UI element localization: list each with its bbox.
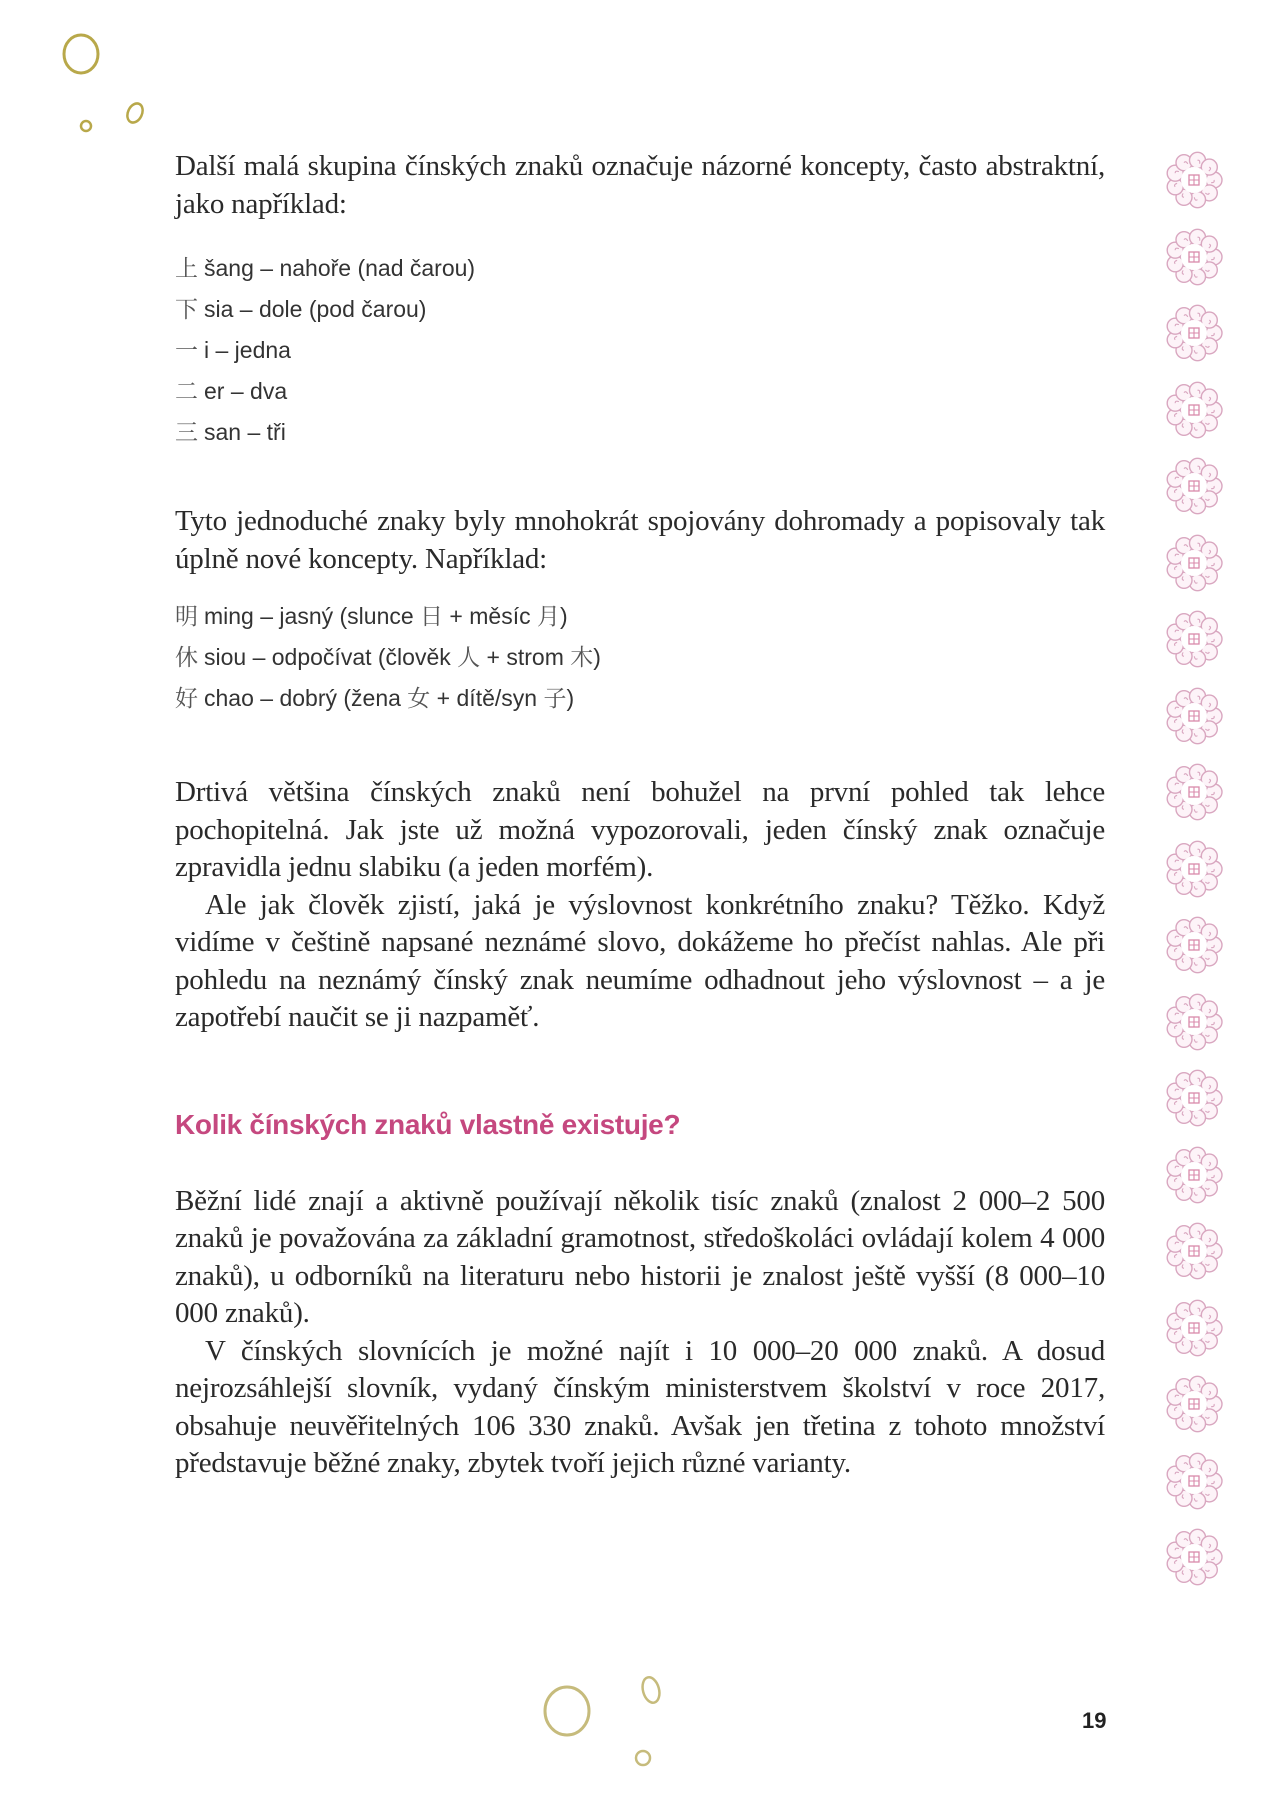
cloud-ornament-icon bbox=[1162, 1449, 1226, 1513]
cloud-ornament-icon bbox=[1162, 378, 1226, 442]
example-item bbox=[175, 371, 1105, 412]
example-text: + strom bbox=[480, 644, 571, 670]
cloud-ornament-icon bbox=[1162, 1296, 1226, 1360]
cloud-ornament-icon bbox=[1162, 1372, 1226, 1436]
example-list-compound bbox=[175, 596, 1105, 719]
cloud-ornament-icon bbox=[1162, 1143, 1226, 1207]
cloud-ornament-icon bbox=[1162, 1525, 1226, 1589]
paragraph-character-count-2: V čínských slovnících je možné najít i 10 000–20 000 znaků. A dosud nejrozsáhlejší slovník, vydaný čínským ministerstvem školství v roce 2017, obsahuje neuvěřitelných 106 330 znaků. Avšak jen třetina z tohoto množství představuje běžné znaky, zbytek tvoří jejich různé varianty. bbox=[175, 1334, 1105, 1479]
cloud-ornament-icon bbox=[1162, 148, 1226, 212]
example-text: er – dva bbox=[204, 378, 288, 404]
example-item bbox=[175, 596, 1105, 637]
example-item bbox=[175, 289, 1105, 330]
circle-oval-icon bbox=[124, 101, 145, 125]
hanzi-component: 子 bbox=[543, 686, 567, 712]
example-item bbox=[175, 678, 1105, 719]
example-text: ) bbox=[560, 603, 568, 629]
example-text: san – tři bbox=[204, 419, 286, 445]
circle-large-icon bbox=[64, 35, 98, 73]
hanzi-char: 下 bbox=[175, 297, 198, 323]
hanzi-char: 休 bbox=[175, 645, 198, 671]
circle-large-icon bbox=[545, 1687, 589, 1735]
cloud-ornament-icon bbox=[1162, 684, 1226, 748]
hanzi-char: 上 bbox=[175, 256, 198, 282]
hanzi-component: 人 bbox=[457, 645, 481, 671]
example-text: ) bbox=[566, 685, 575, 711]
cloud-ornament-icon bbox=[1162, 990, 1226, 1054]
decorative-circles-top bbox=[55, 30, 165, 140]
cloud-ornament-icon bbox=[1162, 913, 1226, 977]
example-text: šang – nahoře (nad čarou) bbox=[204, 255, 476, 281]
cloud-ornament-icon bbox=[1162, 837, 1226, 901]
example-item bbox=[175, 248, 1105, 289]
circle-oval-icon bbox=[640, 1675, 662, 1704]
hanzi-component: 女 bbox=[407, 686, 431, 712]
hanzi-component: 日 bbox=[420, 604, 444, 630]
example-item bbox=[175, 412, 1105, 453]
example-item bbox=[175, 330, 1105, 371]
hanzi-component: 月 bbox=[537, 604, 560, 630]
cloud-ornament-icon bbox=[1162, 454, 1226, 518]
cloud-ornament-icon bbox=[1162, 225, 1226, 289]
decorative-circles-bottom bbox=[540, 1660, 690, 1780]
example-list-simple bbox=[175, 248, 1105, 453]
cloud-ornament-icon bbox=[1162, 1066, 1226, 1130]
hanzi-char: 好 bbox=[175, 686, 198, 712]
cloud-ornament-icon bbox=[1162, 607, 1226, 671]
paragraph-pronunciation-1: Drtivá většina čínských znaků není bohužel na první pohled tak lehce pochopitelná. Jak jste už možná vypozorovali, jeden čínský znak označuje zpravidla jednu slabiku (a jeden morfém). bbox=[175, 776, 1105, 883]
section-heading: Kolik čínských znaků vlastně existuje? bbox=[175, 1108, 681, 1140]
example-text: + měsíc bbox=[443, 603, 537, 629]
paragraph-pronunciation-2: Ale jak člověk zjistí, jaká je výslovnost konkrétního znaku? Těžko. Když vidíme v češtině napsané neznámé slovo, dokážeme ho přečíst nahlas. Ale při pohledu na neznámý čínský znak neumíme odhadnout jeho výslovnost – a je zapotřebí naučit se ji nazpaměť. bbox=[175, 888, 1105, 1033]
hanzi-char: 一 bbox=[175, 338, 198, 364]
page-number: 19 bbox=[1082, 1708, 1107, 1733]
paragraph-character-count-1: Běžní lidé znají a aktivně používají několik tisíc znaků (znalost 2 000–2 500 znaků je považována za základní gramotnost, středoškoláci ovládají kolem 4 000 znaků), u odborníků na literaturu nebo historii je znalost ještě vyšší (8 000–10 000 znaků). bbox=[175, 1184, 1105, 1329]
paragraph-intro-abstract: Další malá skupina čínských znaků označuje názorné koncepty, často abstraktní, jako například: bbox=[175, 150, 1105, 220]
example-text: sia – dole (pod čarou) bbox=[204, 296, 427, 322]
example-text: ) bbox=[593, 644, 601, 670]
example-item bbox=[175, 637, 1105, 678]
paragraph-intro-compound: Tyto jednoduché znaky byly mnohokrát spojovány dohromady a popisovaly tak úplně nové koncepty. Například: bbox=[175, 505, 1105, 575]
hanzi-char: 二 bbox=[175, 379, 198, 405]
example-text: chao – dobrý (žena bbox=[204, 685, 408, 711]
example-text: siou – odpočívat (člověk bbox=[204, 644, 458, 670]
cloud-ornament-icon bbox=[1162, 531, 1226, 595]
example-text: i – jedna bbox=[204, 337, 291, 363]
hanzi-char: 明 bbox=[175, 604, 198, 630]
circle-small-icon bbox=[636, 1751, 650, 1765]
cloud-ornament-icon bbox=[1162, 301, 1226, 365]
example-text: ming – jasný (slunce bbox=[204, 603, 421, 629]
cloud-ornament-icon bbox=[1162, 760, 1226, 824]
cloud-ornament-icon bbox=[1162, 1219, 1226, 1283]
hanzi-component: 木 bbox=[570, 645, 594, 671]
page-content bbox=[175, 148, 1105, 1483]
hanzi-char: 三 bbox=[175, 420, 198, 446]
example-text: + dítě/syn bbox=[430, 685, 544, 711]
circle-small-icon bbox=[81, 121, 91, 131]
